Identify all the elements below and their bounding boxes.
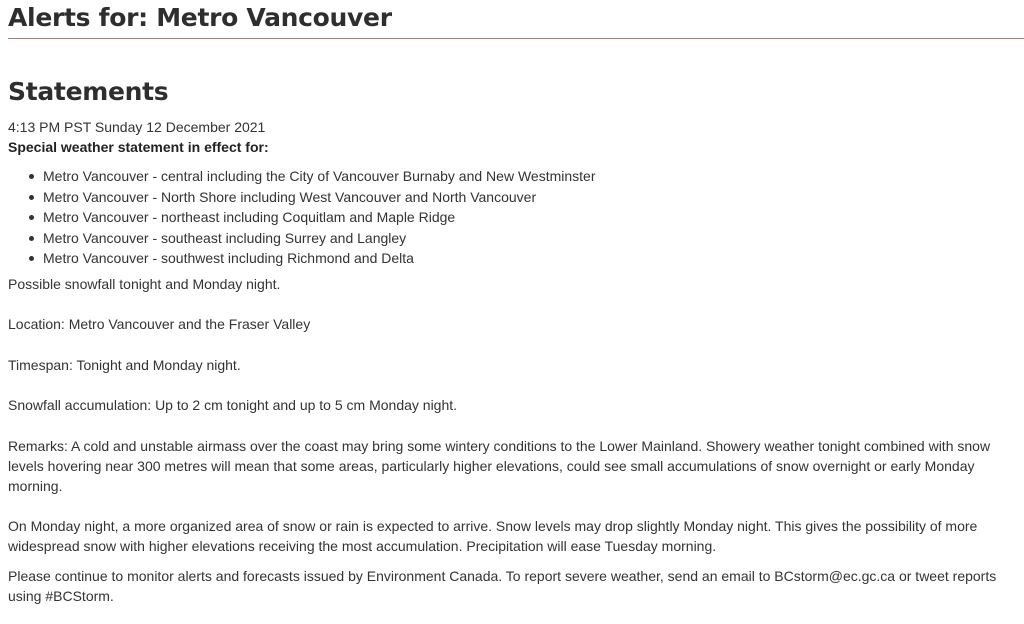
region-list-item: Metro Vancouver - southwest including Richmond and Delta <box>43 248 1018 269</box>
region-list-item: Metro Vancouver - southeast including Surrey and Langley <box>43 228 1018 249</box>
statement-remarks: Remarks: A cold and unstable airmass over the coast may bring some wintery conditions to the Lower Mainland. Showery weather tonight combined with snow levels hovering near 300 metres will mean that some areas, particularly higher elevations, could see small accumulations of snow overnight or early Monday morning. <box>8 437 991 494</box>
statement-closing: Please continue to monitor alerts and forecasts issued by Environment Canada. To report severe weather, send an email to BCstorm@ec.gc.ca or tweet reports using #BCStorm. <box>8 568 997 604</box>
region-list-item: Metro Vancouver - northeast including Coquitlam and Maple Ridge <box>43 207 1018 228</box>
statement-summary: Possible snowfall tonight and Monday night. <box>8 275 281 292</box>
statement-location: Location: Metro Vancouver and the Fraser Valley <box>8 316 311 332</box>
title-divider <box>8 38 1024 39</box>
statement-accumulation: Snowfall accumulation: Up to 2 cm tonight and up to 5 cm Monday night. <box>8 397 458 413</box>
page-title: Alerts for: Metro Vancouver <box>8 3 392 32</box>
section-heading-statements: Statements <box>8 77 169 106</box>
statement-timespan: Timespan: Tonight and Monday night. <box>8 356 241 373</box>
region-list <box>8 166 1018 269</box>
statement-timestamp: 4:13 PM PST Sunday 12 December 2021 <box>8 119 266 135</box>
statement-intro: Special weather statement in effect for: <box>8 139 269 155</box>
region-list-item: Metro Vancouver - North Shore including West Vancouver and North Vancouver <box>43 187 1018 208</box>
statement-body <box>8 117 1018 606</box>
region-list-item: Metro Vancouver - central including the City of Vancouver Burnaby and New Westminster <box>43 166 1018 187</box>
statement-monday-night: On Monday night, a more organized area of snow or rain is expected to arrive. Snow levels may drop slightly Monday night. This gives the possibility of more widespread snow with higher elevations receiving the most accumulation. Precipitation will ease Tuesday morning. <box>8 518 978 554</box>
